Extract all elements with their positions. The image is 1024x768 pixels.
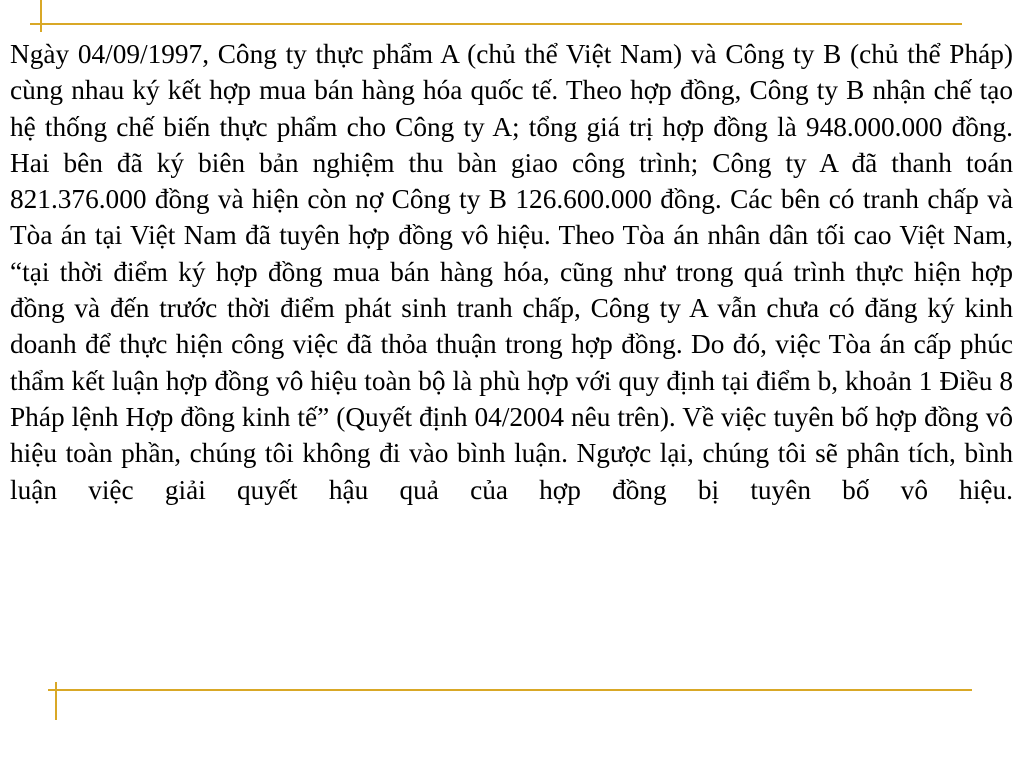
top-left-decorative-rule <box>40 0 42 32</box>
body-paragraph: Ngày 04/09/1997, Công ty thực phẩm A (chủ thể Việt Nam) và Công ty B (chủ thể Pháp) cùng nhau ký kết hợp mua bán hàng hóa quốc tế. Theo hợp đồng, Công ty B nhận chế tạo hệ thống chế biến thực phẩm cho Công ty A; tổng giá trị hợp đồng là 948.000.000 đồng. Hai bên đã ký biên bản nghiệm thu bàn giao công trình; Công ty A đã thanh toán 821.376.000 đồng và hiện còn nợ Công ty B 126.600.000 đồng. Các bên có tranh chấp và Tòa án tại Việt Nam đã tuyên hợp đồng vô hiệu. Theo Tòa án nhân dân tối cao Việt Nam, “tại thời điểm ký hợp đồng mua bán hàng hóa, cũng như trong quá trình thực hiện hợp đồng và đến trước thời điểm phát sinh tranh chấp, Công ty A vẫn chưa có đăng ký kinh doanh để thực hiện công việc đã thỏa thuận trong hợp đồng. Do đó, việc Tòa án cấp phúc thẩm kết luận hợp đồng vô hiệu toàn bộ là phù hợp với quy định tại điểm b, khoản 1 Điều 8 Pháp lệnh Hợp đồng kinh tế” (Quyết định 04/2004 nêu trên). Về việc tuyên bố hợp đồng vô hiệu toàn phần, chúng tôi không đi vào bình luận. Ngược lại, chúng tôi sẽ phân tích, bình luận việc giải quyết hậu quả của hợp đồng bị tuyên bố vô hiệu. <box>10 39 1013 505</box>
top-decorative-rule <box>30 23 962 25</box>
bottom-decorative-rule <box>48 689 972 691</box>
bottom-left-decorative-rule <box>55 682 57 720</box>
